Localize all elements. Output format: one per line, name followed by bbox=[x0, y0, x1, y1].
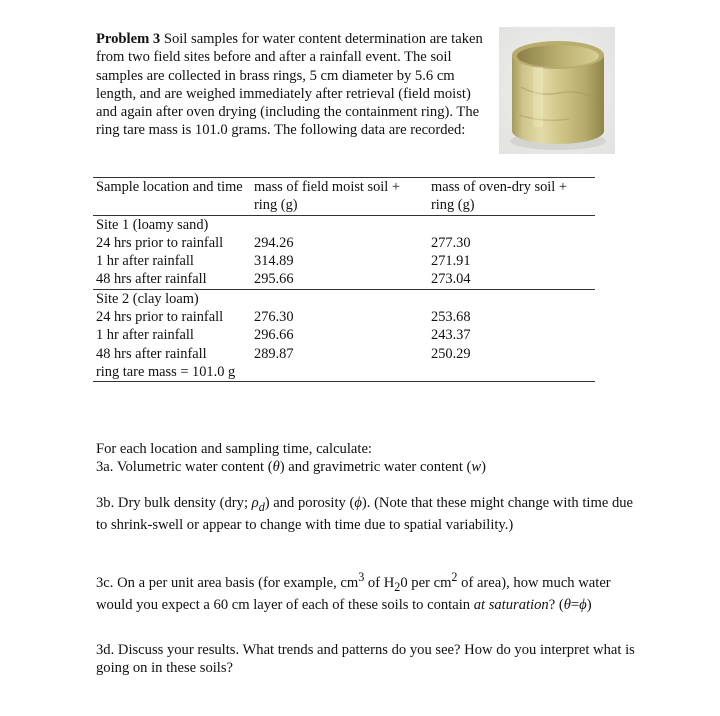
question-3a-label: 3a. bbox=[96, 459, 114, 476]
superscript: 3 bbox=[358, 570, 365, 584]
q3c-text: ? ( bbox=[548, 597, 564, 614]
header-field-moist-mass: mass of field moist soil + ring (g) bbox=[251, 178, 428, 216]
row-moist-mass: 276.30 bbox=[254, 309, 294, 326]
questions-lead: For each location and sampling time, calculate: bbox=[96, 441, 372, 457]
question-3b-label: 3b. bbox=[96, 495, 115, 511]
q3d-text: Discuss your results. What trends and patterns do you see? How do you interpret what is going on in these soils? bbox=[96, 642, 635, 677]
q3c-text: ) bbox=[586, 597, 592, 614]
phi-symbol: ϕ bbox=[579, 597, 587, 614]
question-3a bbox=[96, 458, 636, 476]
site2-name: Site 2 (clay loam) bbox=[96, 290, 199, 307]
row-moist-mass: 296.66 bbox=[254, 327, 294, 344]
subscript: 2 bbox=[394, 579, 401, 594]
superscript: 2 bbox=[451, 570, 458, 584]
row-dry-mass: 273.04 bbox=[428, 270, 595, 289]
question-3a-block bbox=[96, 440, 636, 477]
table-row bbox=[93, 252, 595, 270]
brass-ring-photo bbox=[499, 27, 615, 154]
row-dry-mass: 277.30 bbox=[431, 234, 471, 251]
row-dry-mass: 253.68 bbox=[431, 309, 471, 326]
q3c-text: On a per unit area basis (for example, cm bbox=[117, 574, 359, 591]
rho-subscript: d bbox=[258, 499, 265, 514]
table-row bbox=[93, 270, 595, 289]
header-sample-location: Sample location and time bbox=[93, 178, 251, 216]
q3a-text: ) and gravimetric water content ( bbox=[279, 459, 472, 476]
question-3b bbox=[96, 494, 636, 535]
table-row bbox=[93, 234, 595, 252]
ring-tare-footnote: ring tare mass = 101.0 g bbox=[93, 363, 595, 382]
question-3c bbox=[96, 568, 636, 614]
question-3d-label: 3d. bbox=[96, 642, 115, 658]
row-time: 1 hr after rainfall bbox=[96, 327, 194, 344]
rho-symbol: ρ bbox=[251, 495, 259, 511]
table-header-row bbox=[93, 178, 595, 216]
row-moist-mass: 289.87 bbox=[254, 345, 294, 362]
row-dry-mass: 250.29 bbox=[431, 345, 471, 362]
row-dry-mass: 271.91 bbox=[431, 253, 471, 270]
row-time: 24 hrs prior to rainfall bbox=[96, 309, 224, 326]
row-dry-mass: 243.37 bbox=[431, 327, 471, 344]
row-moist-mass: 295.66 bbox=[251, 270, 428, 289]
table-row bbox=[93, 308, 595, 326]
header-oven-dry-mass: mass of oven-dry soil + ring (g) bbox=[428, 178, 595, 216]
w-symbol: w bbox=[471, 459, 482, 476]
q3b-text: ). (Note that these might change with time due to shrink-swell or appear to change with time due to spatial variability.) bbox=[96, 495, 634, 534]
q3c-text: of area), how much water would you expect a 60 cm layer of each of these soils to contain bbox=[96, 574, 611, 614]
question-3c-label: 3c. bbox=[96, 574, 114, 591]
row-time: 48 hrs after rainfall bbox=[93, 270, 251, 289]
site2-title-row bbox=[93, 289, 595, 308]
q3b-text: ) and porosity ( bbox=[264, 495, 355, 511]
problem-intro bbox=[96, 30, 488, 140]
problem-label: Problem 3 bbox=[96, 31, 161, 47]
question-3d bbox=[96, 641, 636, 678]
soil-data-table bbox=[93, 177, 595, 382]
row-time: 24 hrs prior to rainfall bbox=[96, 234, 224, 251]
row-moist-mass: 294.26 bbox=[254, 234, 294, 251]
at-saturation-italic: at saturation bbox=[473, 597, 549, 614]
q3c-text: of H bbox=[364, 574, 395, 591]
theta-symbol: θ bbox=[272, 459, 280, 476]
q3a-text: ) bbox=[481, 459, 487, 476]
problem-intro-text: Soil samples for water content determination are taken from two field sites before and after a rainfall event. The soil samples are collected in brass rings, 5 cm diameter by 5.6 cm length, and are weighed immediately after retrieval (field moist) and again after oven drying (including the containment ring). The ring tare mass is 101.0 grams. The following data are recorded: bbox=[96, 31, 483, 139]
row-moist-mass: 314.89 bbox=[254, 253, 294, 270]
table-footnote-row bbox=[93, 363, 595, 382]
row-time: 48 hrs after rainfall bbox=[96, 345, 207, 362]
q3c-text: 0 per cm bbox=[400, 574, 452, 591]
q3a-text: Volumetric water content ( bbox=[116, 459, 273, 476]
site1-name: Site 1 (loamy sand) bbox=[96, 216, 209, 233]
table-row bbox=[93, 345, 595, 363]
q3b-text: Dry bulk density (dry; bbox=[117, 495, 252, 511]
row-time: 1 hr after rainfall bbox=[96, 253, 194, 270]
site1-title-row bbox=[93, 215, 595, 234]
phi-symbol: ϕ bbox=[354, 495, 362, 511]
q3c-text: = bbox=[570, 597, 580, 614]
theta-symbol: θ bbox=[563, 597, 571, 614]
table-row bbox=[93, 326, 595, 344]
